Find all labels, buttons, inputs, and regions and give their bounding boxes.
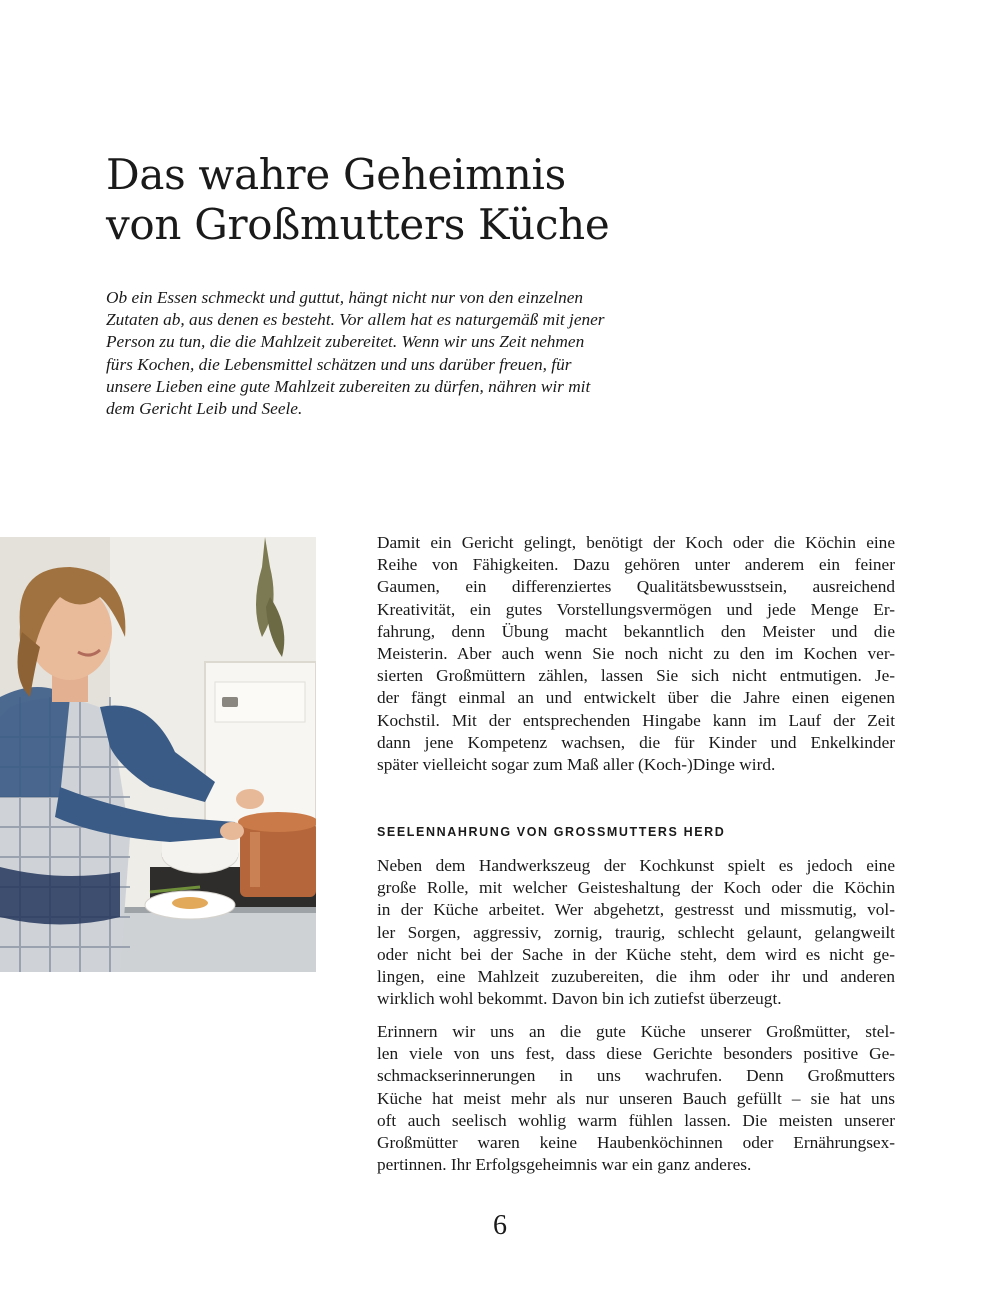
intro-line: fürs Kochen, die Lebensmittel schätzen und uns darüber freuen, für (106, 354, 572, 374)
intro-paragraph (106, 287, 706, 420)
body-line: Kochstil. Mit der entsprechenden Hingabe kann im Lauf der Zeit (377, 710, 895, 730)
intro-line: dem Gericht Leib und Seele. (106, 399, 303, 419)
body-line: schmackserinnerungen in uns wachrufen. Denn Großmutters (377, 1066, 895, 1086)
body-line: später vielleicht sogar zum Maß aller (Koch-)Dinge wird. (377, 755, 776, 775)
body-line: Kreativität, ein gutes Vorstellungsvermögen und jede Menge Er- (377, 599, 895, 619)
body-line: Küche hat meist mehr als nur unseren Bauch gefüllt – sie hat uns (377, 1088, 895, 1108)
intro-line: unsere Lieben eine gute Mahlzeit zubereiten zu dürfen, nähren wir mit (106, 376, 591, 396)
body-paragraph-3 (377, 1021, 895, 1176)
body-line: ler Sorgen, aggressiv, zornig, traurig, schlecht gelaunt, gelangweilt (377, 922, 895, 942)
body-line: len viele von uns fest, dass diese Gerichte besonders positive Ge- (377, 1044, 895, 1064)
body-line: pertinnen. Ihr Erfolgsgeheimnis war ein ganz anderes. (377, 1155, 752, 1175)
kitchen-photo-illustration (0, 537, 316, 972)
body-line: oft auch seelisch wohlig warm fühlen lassen. Die meisten unserer (377, 1110, 895, 1130)
body-paragraph-2 (377, 855, 895, 1010)
section-subheading: SEELENNAHRUNG VON GROSSMUTTERS HERD (377, 825, 726, 839)
body-line: Neben dem Handwerkszeug der Kochkunst spielt es jedoch eine (377, 856, 895, 875)
body-line: der fängt einmal an und entwickelt über die Jahre einen eigenen (377, 688, 895, 708)
body-line: lingen, eine Mahlzeit zuzubereiten, die ihm oder ihr und anderen (377, 967, 895, 987)
body-line: wirklich wohl bekommt. Davon bin ich zutiefst überzeugt. (377, 989, 782, 1009)
intro-line: Zutaten ab, aus denen es besteht. Vor allem hat es naturgemäß mit jener (106, 310, 605, 330)
body-line: fahrung, denn Übung macht bekanntlich den Meister und die (377, 621, 895, 641)
intro-line: Ob ein Essen schmeckt und guttut, hängt nicht nur von den einzelnen (106, 288, 584, 307)
page-number: 6 (493, 1210, 507, 1241)
kitchen-photo (0, 537, 316, 972)
page-title (106, 150, 906, 250)
body-paragraph-1 (377, 532, 895, 776)
body-line: Erinnern wir uns an die gute Küche unserer Großmütter, stel- (377, 1022, 895, 1041)
body-line: dann jene Kompetenz wachsen, die für Kinder und Enkelkinder (377, 732, 895, 752)
body-line: oder nicht bei der Sache in der Küche steht, dem wird es nicht ge- (377, 944, 895, 964)
body-line: Gaumen, ein differenziertes Qualitätsbewusstsein, ausreichend (377, 577, 895, 597)
title-line-1: Das wahre Geheimnis (106, 150, 566, 199)
body-line: Großmütter waren keine Haubenköchinnen oder Ernährungsex- (377, 1133, 895, 1153)
body-line: Meisterin. Aber auch wenn Sie noch nicht zu den im Kochen ver- (377, 644, 895, 664)
body-line: sierten Großmüttern zählen, lassen Sie sich nicht entmutigen. Je- (377, 666, 895, 686)
intro-line: Person zu tun, die die Mahlzeit zubereitet. Wenn wir uns Zeit nehmen (106, 332, 585, 352)
body-line: Reihe von Fähigkeiten. Dazu gehören unter anderem ein feiner (377, 555, 895, 575)
body-line: in der Küche arbeitet. Wer abgehetzt, gestresst und missmutig, vol- (377, 900, 895, 920)
title-line-2: von Großmutters Küche (106, 200, 610, 249)
body-line: Damit ein Gericht gelingt, benötigt der Koch oder die Köchin eine (377, 533, 895, 552)
body-line: große Rolle, mit welcher Geisteshaltung der Koch oder die Köchin (377, 878, 895, 898)
